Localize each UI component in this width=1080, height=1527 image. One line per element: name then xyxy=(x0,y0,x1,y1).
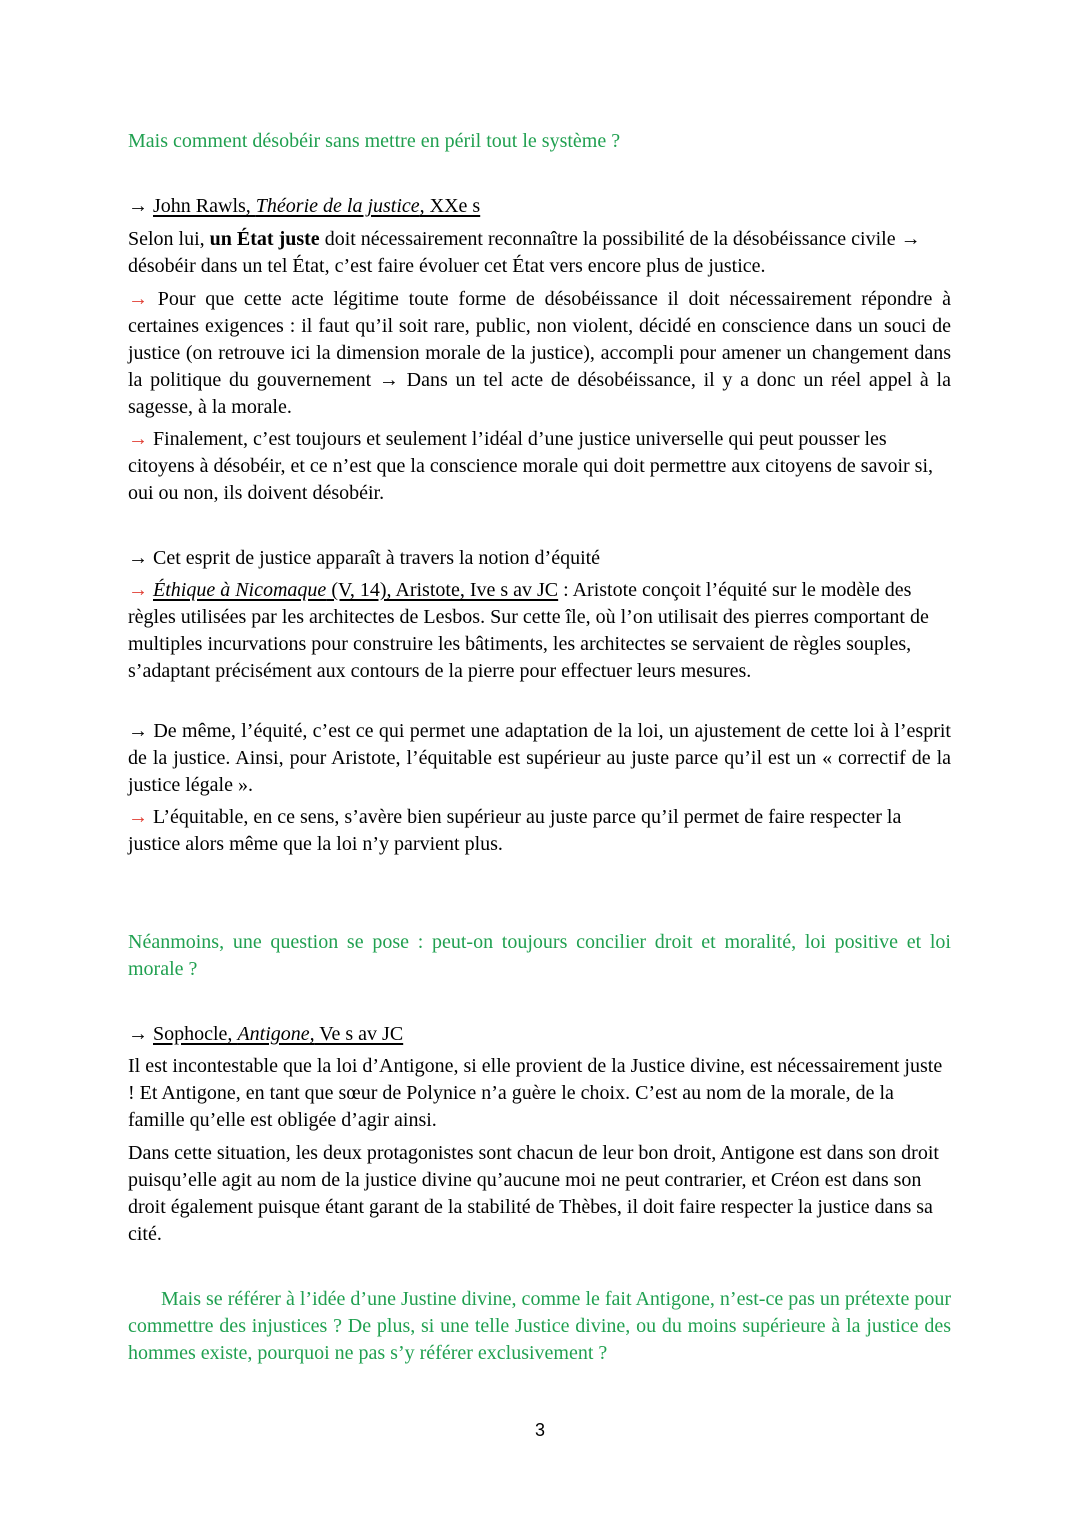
sophocle-paragraph-1: Il est incontestable que la loi d’Antigone, si elle provient de la Justice divine, est nécessairement juste ! Et Antigone, en tant que sœur de Polynice n’a guère le choix. C’est au nom de la morale, de la famille qu’elle est obligée d’agir ainsi. xyxy=(128,1055,943,1131)
aristote-paragraph-2: → De même, l’équité, c’est ce qui permet une adaptation de la loi, un ajustement de cette loi à l’esprit de la justice. Ainsi, pour Aristote, l’équitable est supérieur au juste parce qu’il est un « correctif de la justice légale ». xyxy=(128,720,951,796)
arrow-icon: → xyxy=(128,195,148,217)
page-number: 3 xyxy=(534,1420,545,1440)
arrow-icon: → xyxy=(900,228,921,250)
question-heading-3: Mais se référer à l’idée d’une Justine divine, comme le fait Antigone, n’est-ce pas un prétexte pour commettre des injustices ? De plus, si une telle Justice divine, ou du moins supérieure à la justice des hommes existe, pourquoi ne pas s’y référer exclusivement ? xyxy=(128,1288,951,1364)
sophocle-paragraph-2: Dans cette situation, les deux protagonistes sont chacun de leur bon droit, Antigone est dans son droit puisqu’elle agit au nom de la justice divine qu’aucune moi ne peut contrarier, et Créon est dans son droit également puisque étant garant de la stabilité de Thèbes, il doit faire respecter la justice dans sa cité. xyxy=(128,1142,939,1245)
rawls-paragraph-1: Selon lui, un État juste doit nécessairement reconnaître la possibilité de la désobéissance civile → désobéir dans un tel État, c’est faire évoluer cet État vers encore plus de justice. xyxy=(128,228,921,277)
reference-sophocle-link: Sophocle, Antigone, Ve s av JC xyxy=(153,1023,404,1045)
rawls-paragraph-3: → Finalement, c’est toujours et seulement l’idéal d’une justice universelle qui peut pousser les citoyens à désobéir, et ce n’est que la conscience morale qui doit permettre aux citoyens de savoir si, oui ou non, ils doivent désobéir. xyxy=(128,428,934,504)
arrow-icon: → xyxy=(128,579,148,601)
question-heading-2: Néanmoins, une question se pose : peut-on toujours concilier droit et moralité, loi positive et loi morale ? xyxy=(128,931,951,980)
reference-sophocle xyxy=(128,1021,951,1048)
arrow-icon: → xyxy=(378,369,399,391)
rawls-paragraph-2: → Pour que cette acte légitime toute forme de désobéissance il doit nécessairement répondre à certaines exigences : il faut qu’il soit rare, public, non violent, décidé en conscience dans un souci de justice (on retrouve ici la dimension morale de la justice), accompli pour amener un changement dans la politique du gouvernement → Dans un tel acte de désobéissance, il y a donc un réel appel à la sagesse, à la morale. xyxy=(128,288,951,418)
aristote-paragraph-1: → Éthique à Nicomaque (V, 14), Aristote, Ive s av JC : Aristote conçoit l’équité sur le modèle des règles utilisées par les architectes de Lesbos. Sur cette île, où l’on utilisait des pierres comportant de multiples incurvations pour construire les bâtiments, les architectes se servaient de règles souples, s’adaptant précisément aux contours de la pierre pour effectuer leurs mesures. xyxy=(128,579,929,682)
arrow-icon: → xyxy=(128,720,148,742)
equite-intro: → Cet esprit de justice apparaît à travers la notion d’équité xyxy=(128,547,601,569)
reference-rawls-link: John Rawls, Théorie de la justice, XXe s xyxy=(153,195,481,217)
arrow-icon: → xyxy=(128,1023,148,1045)
arrow-icon: → xyxy=(128,288,148,310)
aristote-paragraph-3: → L’équitable, en ce sens, s’avère bien supérieur au juste parce qu’il permet de faire respecter la justice alors même que la loi n’y parvient plus. xyxy=(128,806,902,855)
arrow-icon: → xyxy=(128,806,148,828)
arrow-icon: → xyxy=(128,428,148,450)
question-heading-1: Mais comment désobéir sans mettre en péril tout le système ? xyxy=(128,130,621,152)
reference-rawls xyxy=(128,193,951,220)
reference-aristote: Éthique à Nicomaque (V, 14), Aristote, Ive s av JC xyxy=(153,579,559,601)
arrow-icon: → xyxy=(128,547,148,569)
